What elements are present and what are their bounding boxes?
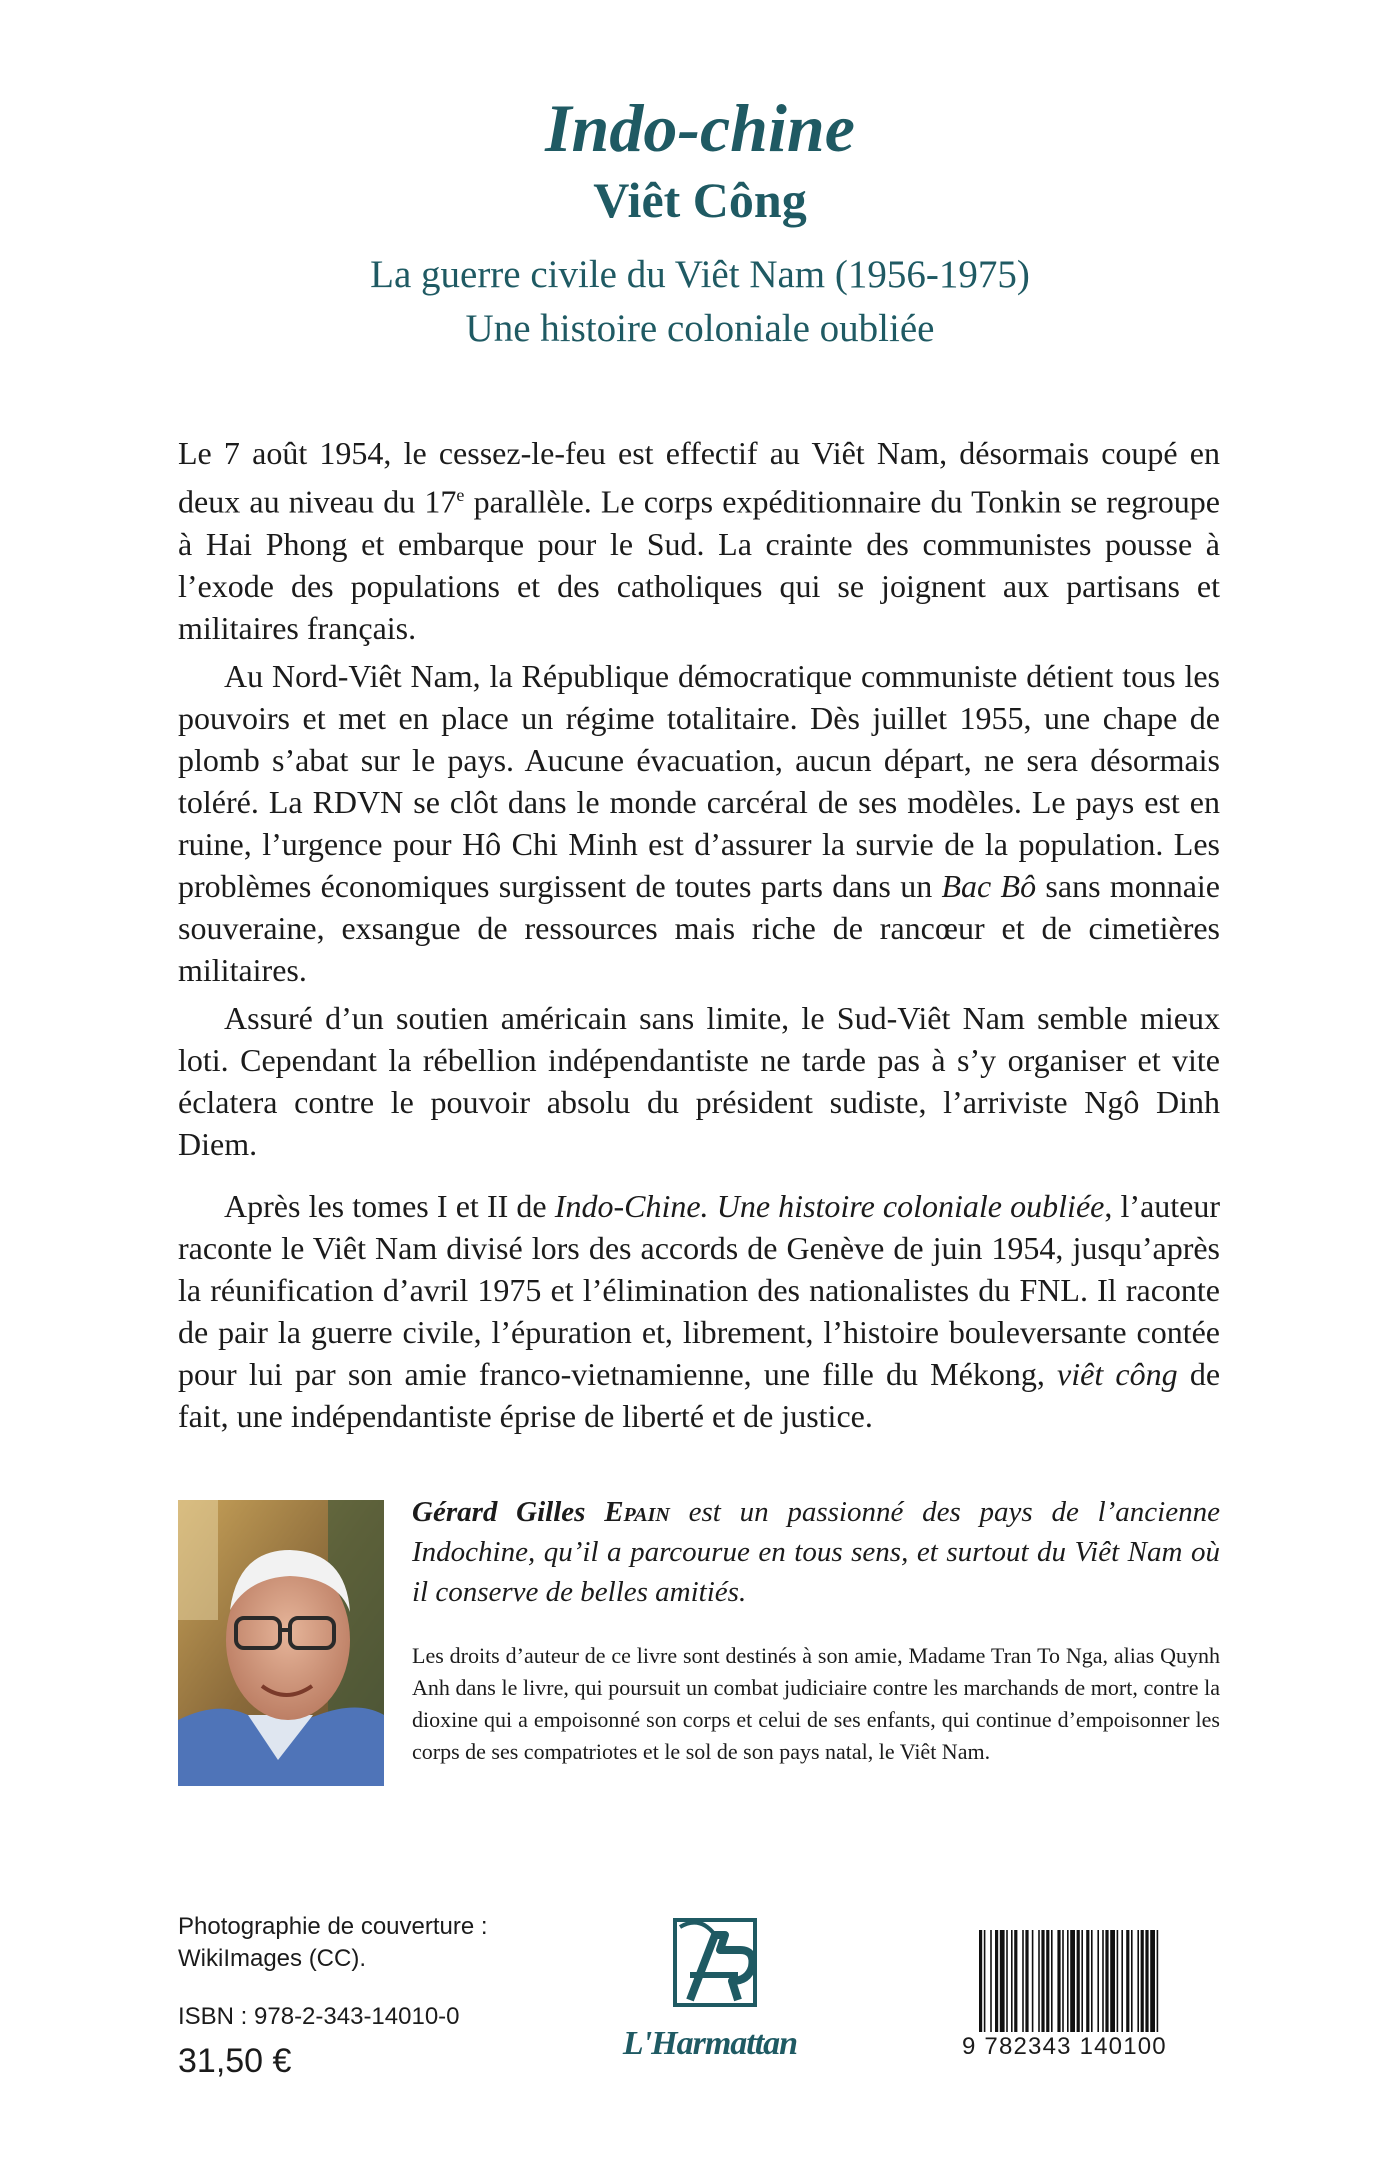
- barcode-bar: [1086, 1930, 1089, 2042]
- blurb-p2-text-b: sans monnaie souveraine, exsangue de ressources mais riche de rancœur et de cimetières militaires.: [178, 867, 1221, 988]
- barcode-bar: [1038, 1930, 1040, 2042]
- barcode-bar: [1126, 1930, 1129, 2042]
- barcode-bar: [1067, 1930, 1069, 2042]
- author-bio: [412, 1492, 1220, 1612]
- blurb-paragraph-2: [178, 655, 1220, 991]
- barcode-bar: [1051, 1930, 1053, 2042]
- blurb-p1-text-a: Le 7 août 1954, le cessez-le-feu est effectif au Viêt Nam, désormais coupé en deux au niveau du 17: [178, 435, 1220, 520]
- blurb-paragraph-4: [178, 1185, 1220, 1437]
- author-name: [412, 1496, 670, 1528]
- author-photo: [178, 1500, 384, 1786]
- blurb-p1-superscript: e: [456, 485, 465, 505]
- author-rights-note: Les droits d’auteur de ce livre sont destinés à son amie, Madame Tran To Nga, alias Quynh Anh dans le livre, qui poursuit un combat judiciaire contre les marchands de mort, contre la dioxine qui a empoisonné son corps et celui de ses enfants, qui continue d’empoisonner les corps de ses compatriotes et le sol de son pays natal, le Viêt Nam.: [412, 1643, 1220, 1764]
- photo-credit: [178, 1911, 578, 1975]
- book-tagline: [0, 248, 1400, 356]
- barcode-bar: [1077, 1930, 1080, 2042]
- book-subtitle: Viêt Công: [593, 172, 807, 228]
- barcode-bar: [1057, 1930, 1060, 2042]
- barcode-bar: [1110, 1930, 1115, 2042]
- barcode-bar: [984, 1930, 986, 2042]
- barcode-bar: [1091, 1930, 1093, 2042]
- blurb-p2-text-a: Au Nord-Viêt Nam, la République démocratique communiste détient tous les pouvoirs et met en place un régime totalitaire. Dès juillet 1955, une chape de plomb s’abat sur le pays. Aucune évacuation, aucun départ, ne sera désormais toléré. La RDVN se clôt dans le monde carcéral de ses modèles. Le pays est en ruine, l’urgence pour Hô Chi Minh est d’assurer la survie de la population. Les problèmes économiques surgissent de toutes parts dans un: [178, 657, 1220, 904]
- barcode-bar: [979, 1930, 982, 2042]
- barcode-bar: [1081, 1930, 1083, 2042]
- barcode-bar: [1011, 1930, 1013, 2042]
- publisher-name: L'Harmattan: [622, 2025, 798, 2062]
- blurb-paragraph-1: [178, 432, 1220, 649]
- price: 31,50 €: [178, 2042, 292, 2080]
- barcode-bar: [1032, 1930, 1034, 2042]
- barcode-bar: [1102, 1930, 1104, 2042]
- book-title: Indo-chine: [545, 90, 855, 166]
- author-surname: Epain: [604, 1496, 670, 1528]
- blurb-p4-italic: Indo-Chine. Une histoire coloniale oubliée: [554, 1187, 1105, 1224]
- blurb-p1-text-b: parallèle. Le corps expéditionnaire du Tonkin se regroupe à Hai Phong et embarque pour le Sud. La crainte des communistes pousse à l’exode des populations et des catholiques qui se joignent aux partisans et militaires français.: [178, 483, 1220, 646]
- barcode-bar: [1046, 1930, 1049, 2042]
- barcode-bar: [1097, 1930, 1099, 2042]
- barcode-bar: [1105, 1930, 1108, 2042]
- barcode-bar: [1131, 1930, 1133, 2042]
- barcode-bar: [1014, 1930, 1017, 2042]
- photo-credit-line-1: Photographie de couverture :: [178, 1913, 488, 1940]
- author-first-names: Gérard Gilles: [412, 1496, 605, 1528]
- back-cover-blurb: [178, 432, 1220, 1437]
- barcode-bar: [1137, 1930, 1139, 2042]
- barcode-bar: [990, 1930, 992, 2042]
- barcode-bar: [1141, 1930, 1144, 2042]
- barcode-bar: [1145, 1930, 1148, 2042]
- blurb-p4-text-c: de fait, une indépendantiste éprise de liberté et de justice.: [178, 1355, 1221, 1434]
- blurb-p2-italic: Bac Bô: [941, 867, 1037, 904]
- barcode-bar: [1006, 1930, 1008, 2042]
- barcode-bar: [1121, 1930, 1123, 2042]
- barcode-bar: [1117, 1930, 1119, 2042]
- barcode-bar: [1041, 1930, 1044, 2042]
- barcode-bar: [1025, 1930, 1028, 2042]
- tagline-line-1: La guerre civile du Viêt Nam (1956-1975): [370, 253, 1030, 296]
- author-bio-text: est un passionné des pays de l’ancienne Indochine, qu’il a parcourue en tous sens, et surtout du Viêt Nam où il conserve de belles amitiés.: [412, 1496, 1220, 1608]
- blurb-p4-text-a: Après les tomes I et II de: [224, 1187, 555, 1224]
- barcode-bar: [1000, 1930, 1005, 2042]
- barcode-bar: [1062, 1930, 1064, 2042]
- barcode-bar: [1157, 1930, 1159, 2042]
- barcode-bar: [995, 1930, 998, 2042]
- barcode-bar: [1150, 1930, 1155, 2042]
- barcode-bar: [1022, 1930, 1024, 2042]
- barcode-digits: 9 782343 140100: [962, 2032, 1226, 2062]
- barcode-bar: [1070, 1930, 1075, 2042]
- tagline-line-2: Une histoire coloniale oubliée: [465, 307, 935, 350]
- photo-credit-line-2: WikiImages (CC).: [178, 1945, 367, 1972]
- blurb-p4-text-b: , l’auteur raconte le Viêt Nam divisé lors des accords de Genève de juin 1954, jusqu’après la réunification d’avril 1975 et l’élimination des nationalistes du FNL. Il raconte de pair la guerre civile, l’épuration et, librement, l’histoire bouleversante contée pour lui par son amie franco-vietnamienne, une fille du Mékong,: [178, 1187, 1221, 1392]
- blurb-paragraph-3: Assuré d’un soutien américain sans limite, le Sud-Viêt Nam semble mieux loti. Cependant la rébellion indépendantiste ne tarde pas à s’y organiser et vite éclatera contre le pouvoir absolu du président sudiste, l’arriviste Ngô Dinh Diem.: [178, 999, 1220, 1162]
- blurb-p4-italic-2: viêt công: [1057, 1355, 1178, 1392]
- isbn: ISBN : 978-2-343-14010-0: [178, 2003, 460, 2030]
